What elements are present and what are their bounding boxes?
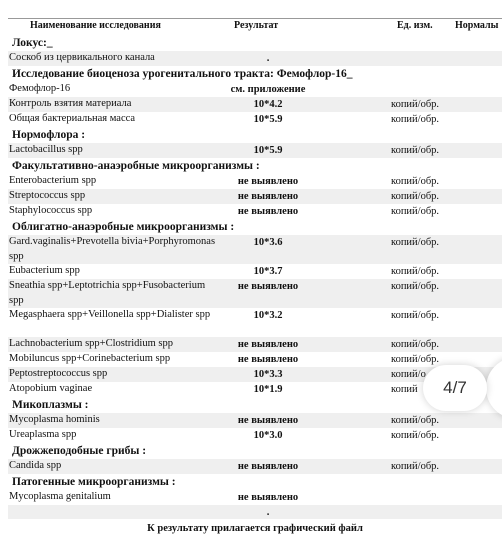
test-result: не выявлено [237,339,299,350]
test-name: Sneathia spp+Leptotrichia spp+Fusobacterium spp [9,280,206,306]
table-row [8,279,502,308]
test-name: Общая бактериальная масса [9,113,136,124]
table-row [8,204,502,219]
table-row [8,189,502,204]
table-row [8,82,502,97]
header-divider [8,18,502,19]
test-result: см. приложение [230,84,306,95]
test-result: 10*3.7 [253,266,283,277]
test-unit: копий [391,384,418,395]
test-name: Streptococcus spp [9,190,86,201]
test-unit: копий/обр. [391,206,440,217]
table-row [8,174,502,189]
section-title: Патогенные микроорганизмы : [12,476,176,488]
section-title: Облигатно-анаэробные микроорганизмы : [12,221,235,233]
section-title: Нормофлора : [12,129,86,141]
test-result: не выявлено [237,461,299,472]
test-result: 10*3.6 [253,237,283,248]
test-unit: копий/обр. [391,176,440,187]
table-row [8,264,502,279]
header-result: Результат [234,20,279,31]
table-header [0,18,502,34]
test-name: Peptostreptococcus spp [9,368,108,379]
test-result: не выявлено [237,176,299,187]
test-name: Gard.vaginalis+Prevotella bivia+Porphyromonas spp [9,236,216,262]
section-title: Локус:_ [12,37,53,49]
test-result: . [266,53,270,64]
test-unit: копий/обр. [391,339,440,350]
header-norm: Нормалы [455,20,499,31]
test-name: Фемофлор-16 [9,83,71,94]
test-unit: копий/обр. [391,114,440,125]
test-result: не выявлено [237,354,299,365]
test-name: Lactobacillus spp [9,144,83,155]
test-unit: копий/обр. [391,461,440,472]
section-title: Микоплазмы : [12,399,89,411]
table-row [8,352,502,367]
test-name: Mycoplasma genitalium [9,491,111,502]
test-result: не выявлено [237,281,299,292]
test-result: 10*3.3 [253,369,283,380]
test-unit: копий/обр. [391,99,440,110]
test-name: Ureaplasma spp [9,429,77,440]
section-title: Факультативно-анаэробные микроорганизмы : [12,160,260,172]
table-row [8,51,502,66]
test-unit: копий/обр. [391,310,440,321]
section-title: Исследование биоценоза урогенитального тракта: Фемофлор-16_ [12,68,353,80]
test-unit: копий/обр. [391,191,440,202]
test-result: не выявлено [237,191,299,202]
test-name: Соскоб из цервикального канала [9,52,155,63]
test-name: Mycoplasma hominis [9,414,100,425]
table-row [8,143,502,158]
page-indicator[interactable]: 4/7 [423,365,487,411]
header-unit: Ед. изм. [397,20,433,31]
test-result: 10*1.9 [253,384,283,395]
table-row [8,428,502,443]
test-result: не выявлено [237,492,299,503]
test-result: не выявлено [237,415,299,426]
test-result: 10*3.2 [253,310,283,321]
test-name: Enterobacterium spp [9,175,97,186]
test-name: Candida spp [9,460,62,471]
table-row [8,490,502,505]
test-result: 10*4.2 [253,99,283,110]
test-result: 10*3.0 [253,430,283,441]
test-name: Staphylococcus spp [9,205,93,216]
table-row [8,97,502,112]
test-name: Контроль взятия материала [9,98,132,109]
test-name: Megasphaera spp+Veillonella spp+Dialister spp [9,309,211,320]
test-result: не выявлено [237,206,299,217]
test-unit: копий/о [391,369,426,380]
results-table [8,35,502,519]
table-row [8,337,502,352]
test-result: 10*5.9 [253,145,283,156]
test-unit: копий/обр. [391,281,440,292]
table-row [8,413,502,428]
table-row [8,459,502,474]
table-row [8,505,502,519]
test-unit: копий/обр. [391,430,440,441]
test-unit: копий/обр. [391,415,440,426]
test-name: Atopobium vaginae [9,383,93,394]
footer-note: К результату прилагается графический файл [147,523,363,534]
header-name: Наименование исследования [30,20,161,31]
test-name: Mobiluncus spp+Corinebacterium spp [9,353,171,364]
test-result: . [266,507,270,518]
test-name: Lachnobacterium spp+Clostridium spp [9,338,173,349]
test-name: Eubacterium spp [9,265,80,276]
test-unit: копий/обр. [391,237,440,248]
section-title: Дрожжеподобные грибы : [12,445,147,457]
test-unit: копий/обр. [391,145,440,156]
table-row [8,308,502,337]
table-row [8,112,502,127]
test-unit: копий/обр. [391,266,440,277]
test-unit: копий/обр. [391,354,440,365]
table-row [8,235,502,264]
test-result: 10*5.9 [253,114,283,125]
